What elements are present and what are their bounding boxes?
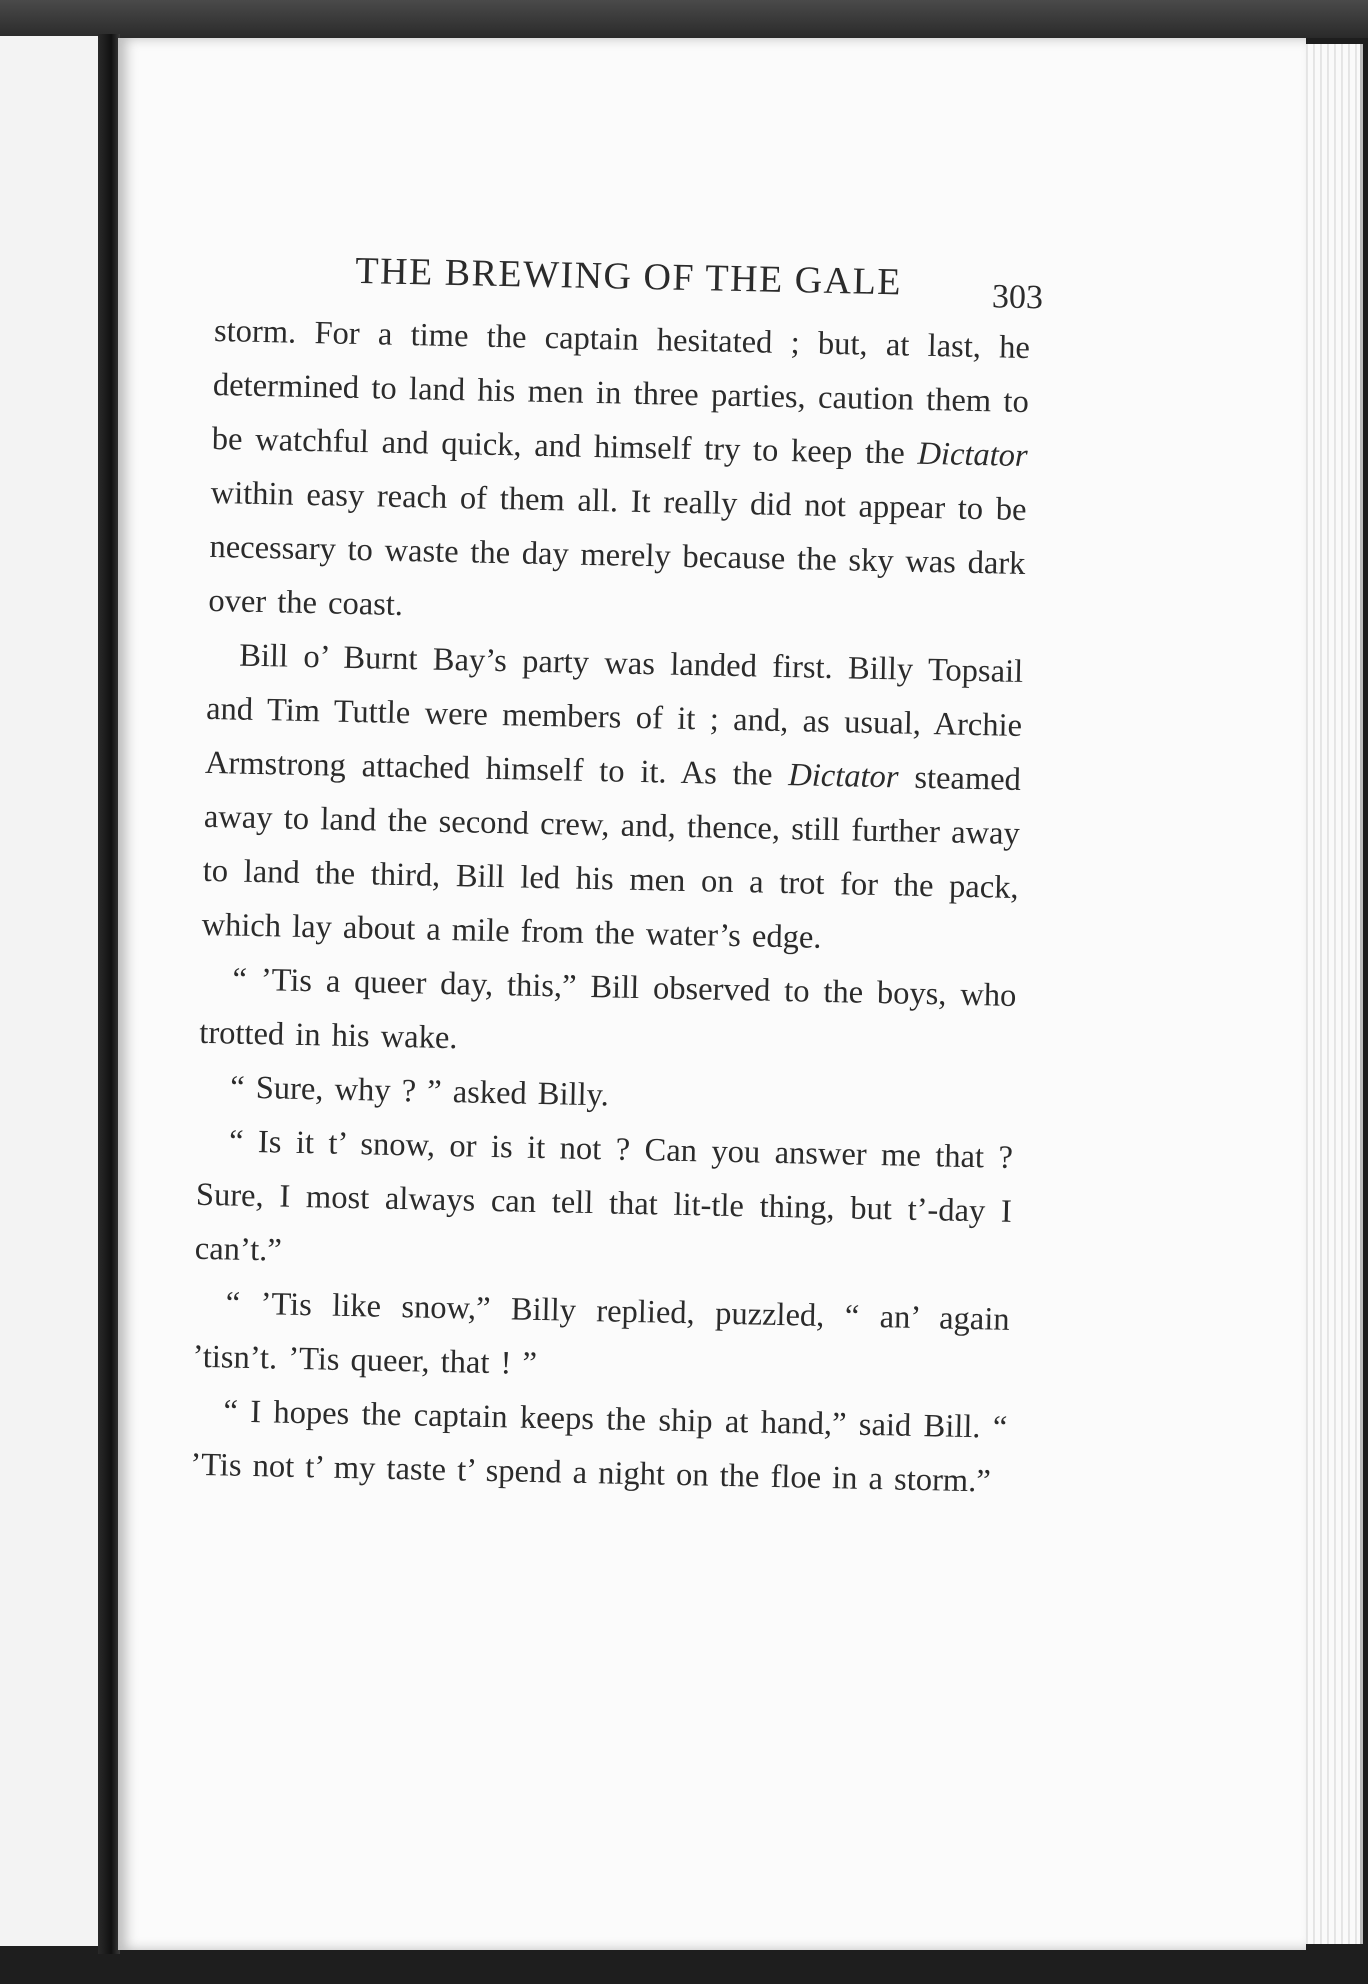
text-segment: storm. For a time the captain hesitated ; but, at last, he determined to land his men in three parties, caution them to be watchful and quick, and himself try to keep the bbox=[211, 312, 1031, 472]
running-title: THE BREWING OF THE GALE bbox=[354, 249, 903, 304]
page-content bbox=[189, 240, 1044, 1509]
facing-page-edge bbox=[0, 36, 100, 1946]
ship-name: Dictator bbox=[917, 435, 1029, 475]
paragraph bbox=[194, 1114, 1013, 1293]
text-segment: “ Is it t’ snow, or is it not ? Can you answer me that ? Sure, I most always can tell that lit-tle thing, but t’-day I can’t.” bbox=[194, 1123, 1014, 1269]
text-segment: “ Sure, why ? ” asked Billy. bbox=[229, 1069, 610, 1114]
text-segment: Bill o’ Burnt Bay’s party was landed first. Billy Topsail and Tim Tuttle were members of it ; and, as usual, Archie Armstrong attached himself to it. As the bbox=[204, 637, 1024, 794]
text-segment: within easy reach of them all. It really did not appear to be necessary to waste the day merely because the sky was dark over the coast. bbox=[208, 474, 1027, 623]
ship-name: Dictator bbox=[788, 757, 899, 796]
paragraph bbox=[201, 628, 1024, 969]
paragraph bbox=[199, 952, 1017, 1077]
paragraph bbox=[190, 1384, 1008, 1509]
text-segment: steamed away to land the second crew, and, thence, still further away to land the third, Bill led his men on a trot for the pack, which lay about a mile from the water’s edge. bbox=[201, 759, 1022, 956]
paragraph bbox=[192, 1276, 1010, 1401]
paragraph bbox=[208, 304, 1031, 645]
book-gutter bbox=[98, 34, 120, 1954]
text-segment: “ ’Tis like snow,” Billy replied, puzzled, “ an’ again ’tisn’t. ’Tis queer, that ! ” bbox=[192, 1285, 1010, 1382]
text-segment: “ I hopes the captain keeps the ship at hand,” said Bill. “ ’Tis not t’ my taste t’ spend a night on the floe in a storm.” bbox=[189, 1393, 1008, 1500]
text-segment: “ ’Tis a queer day, this,” Bill observed to the boys, who trotted in his wake. bbox=[199, 961, 1017, 1057]
page-number: 303 bbox=[991, 278, 1044, 317]
scan-background-top bbox=[0, 0, 1368, 38]
